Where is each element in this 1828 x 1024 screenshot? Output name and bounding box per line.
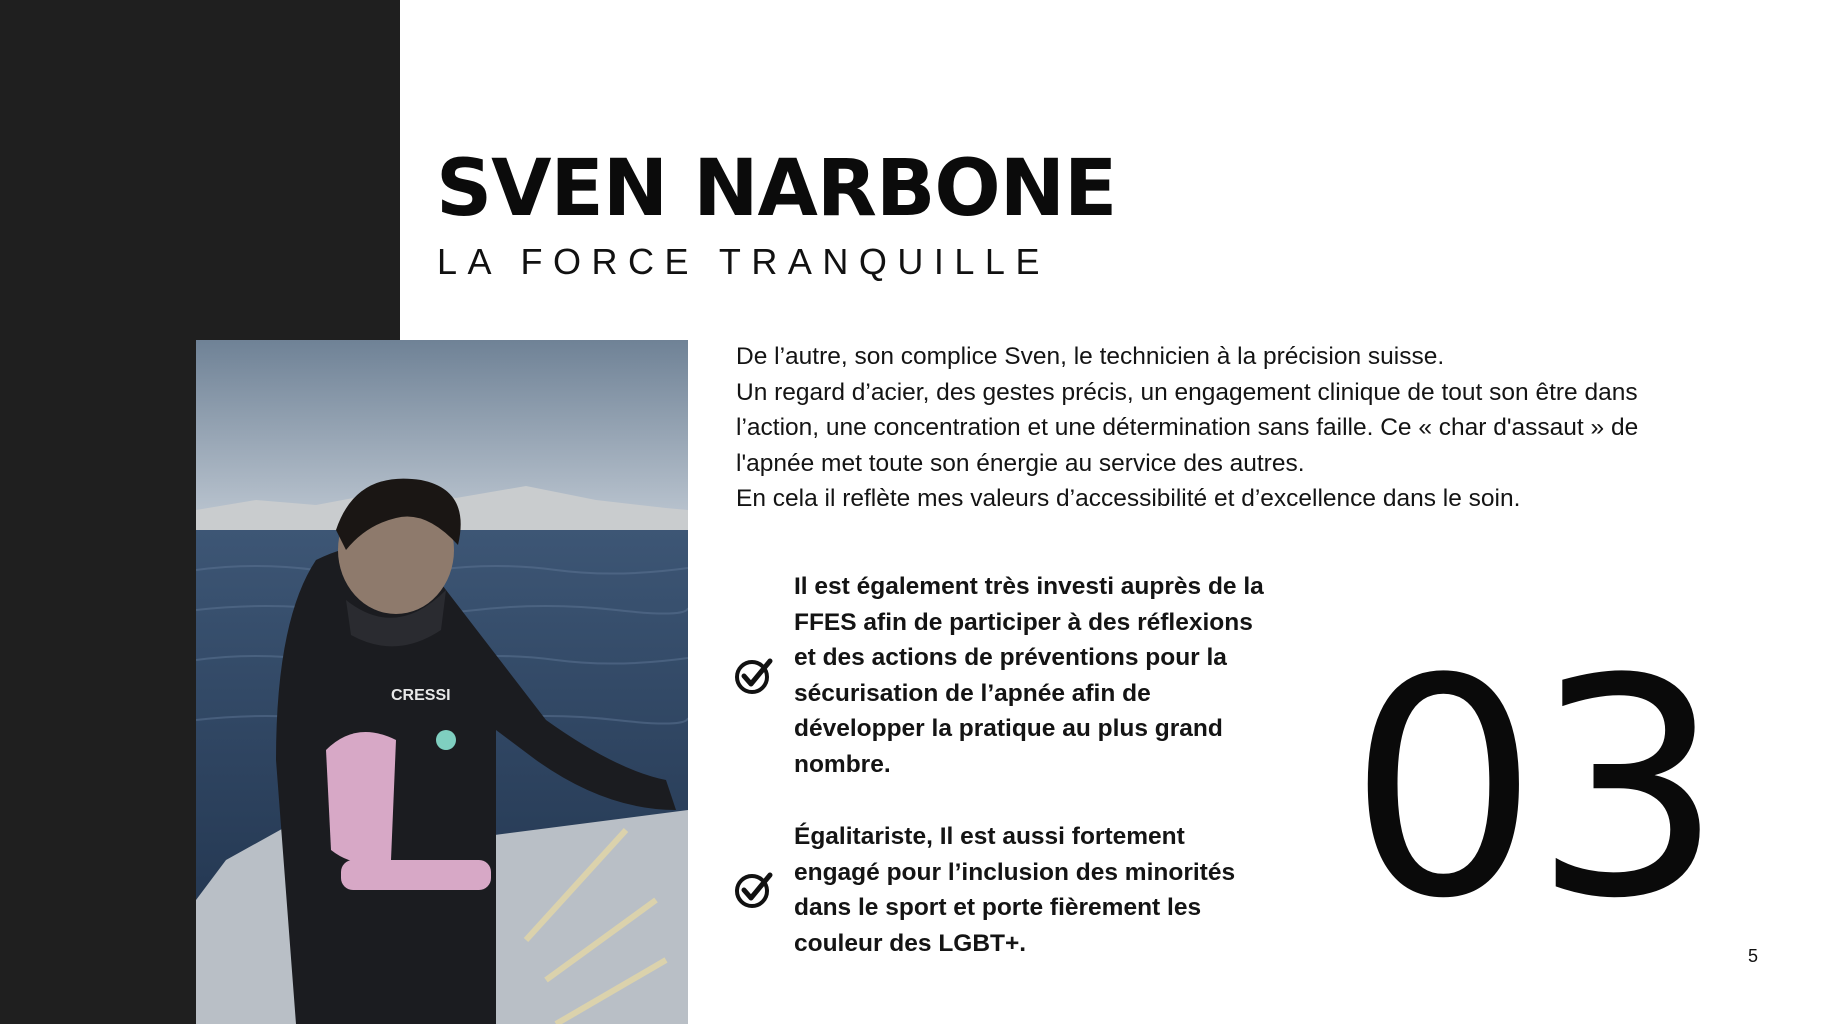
- diver-photo-illustration: [196, 340, 688, 1024]
- page-number: 5: [1748, 946, 1759, 966]
- intro-line: Un regard d’acier, des gestes précis, un engagement clinique de tout son être dans: [736, 378, 1638, 406]
- intro-line: l'apnée met toute son énergie au service des autres.: [736, 449, 1305, 477]
- section-number: 03: [1348, 615, 1718, 964]
- intro-line: l’action, une concentration et une détermination sans faille. Ce « char d'assaut » de: [736, 414, 1639, 441]
- intro-paragraph: [736, 339, 1696, 517]
- wetsuit-brand-label: CRESSI: [391, 687, 451, 704]
- diver-photo: [196, 340, 688, 1024]
- check-circle-icon: [734, 870, 774, 910]
- bullet-ffes: [734, 569, 1274, 782]
- page-subtitle: LA FORCE TRANQUILLE: [437, 241, 1050, 282]
- page-title: SVEN NARBONE: [436, 144, 1117, 234]
- bullet-text: Égalitariste, Il est aussi fortement engagé pour l’inclusion des minorités dans le sport et porte fièrement les couleur des LGBT+.: [794, 823, 1236, 957]
- bullet-inclusion: [734, 819, 1274, 961]
- intro-line: De l’autre, son complice Sven, le technicien à la précision suisse.: [736, 343, 1445, 370]
- check-circle-icon: [734, 656, 774, 696]
- intro-line: En cela il reflète mes valeurs d’accessibilité et d’excellence dans le soin.: [736, 485, 1521, 512]
- bullet-text: Il est également très investi auprès de la FFES afin de participer à des réflexions et des actions de préventions pour la sécurisation de l’apnée afin de développer la pratique au plus grand nombre.: [794, 573, 1264, 778]
